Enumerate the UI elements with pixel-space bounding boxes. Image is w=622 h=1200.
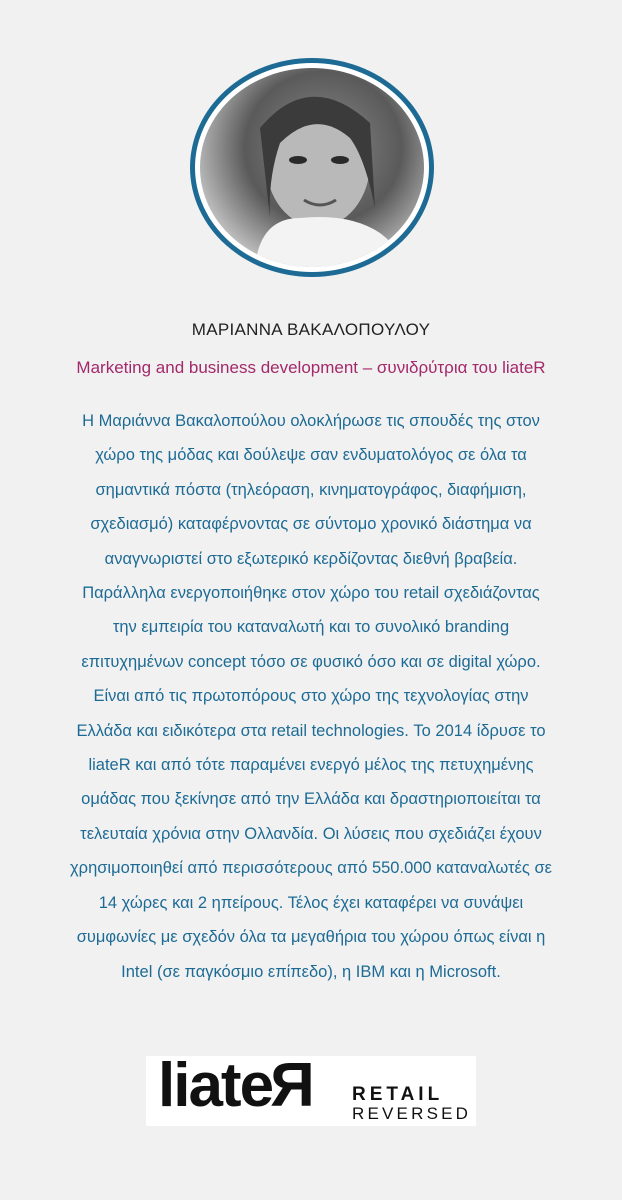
liater-logo	[146, 1051, 476, 1126]
logo-wordmark	[158, 1050, 315, 1121]
avatar-portrait	[200, 68, 424, 267]
bio-line: σχεδιασμό) καταφέρνοντας σε σύντομο χρονικό διάστημα να	[90, 515, 532, 534]
logo-reversed-text: REVERSED	[352, 1104, 472, 1123]
bio-line: χώρο της μόδας και δούλεψε σαν ενδυματολόγος σε όλα τα	[95, 446, 527, 465]
bio-line: ομάδας που ξεκίνησε από την Ελλάδα και δραστηριοποιείται τα	[81, 790, 541, 809]
bio-line: σημαντικά πόστα (τηλεόραση, κινηματογράφος, διαφήμιση,	[95, 480, 527, 499]
bio-line: την εμπειρία του καταναλωτή και το συνολικό branding	[112, 618, 510, 637]
bio-line: χρησιμοποιηθεί από περισσότερους από 550.000 καταναλωτές σε	[70, 859, 552, 878]
bio-line: συμφωνίες με σχεδόν όλα τα μεγαθήρια του χώρου όπως είναι η	[76, 928, 546, 947]
logo-word-text: liate	[158, 1051, 273, 1120]
bio-line: Ελλάδα και ειδικότερα στα retail technologies. Το 2014 ίδρυσε το	[76, 721, 546, 740]
bio-line: τελευταία χρόνια στην Ολλανδία. Οι λύσεις που σχεδιάζει έχουν	[80, 824, 542, 843]
bio-line: Η Μαριάννα Βακαλοπούλου ολοκλήρωσε τις σπουδές της στον	[82, 412, 540, 430]
person-role: Marketing and business development – συνιδρύτρια του liateR	[76, 358, 546, 377]
avatar	[200, 68, 424, 267]
bio-line: επιτυχημένων concept τόσο σε φυσικό όσο και σε digital χώρο.	[81, 652, 541, 671]
bio-line: Παράλληλα ενεργοποιήθηκε στον χώρο του retail σχεδιάζοντας	[82, 584, 540, 603]
bio-line: liateR και από τότε παραμένει ενεργό μέλος της πετυχημένης	[88, 756, 534, 775]
logo-mirrored-r: R	[272, 1051, 315, 1120]
bio-line: Είναι από τις πρωτοπόρους στο χώρο της τεχνολογίας στην	[93, 687, 529, 706]
bio-text	[40, 404, 582, 989]
bio-line: 14 χώρες και 2 ηπείρους. Τέλος έχει καταφέρει να συνάψει	[98, 893, 524, 912]
bio-line: Intel (σε παγκόσμιο επίπεδο), η IBM και η Microsoft.	[121, 962, 501, 981]
logo-retail-text: RETAIL	[352, 1084, 444, 1105]
bio-line: αναγνωριστεί στο εξωτερικό κερδίζοντας διεθνή βραβεία.	[104, 549, 518, 568]
person-name: ΜΑΡΙΑΝΝΑ ΒΑΚΑΛΟΠΟΥΛΟΥ	[191, 320, 431, 339]
